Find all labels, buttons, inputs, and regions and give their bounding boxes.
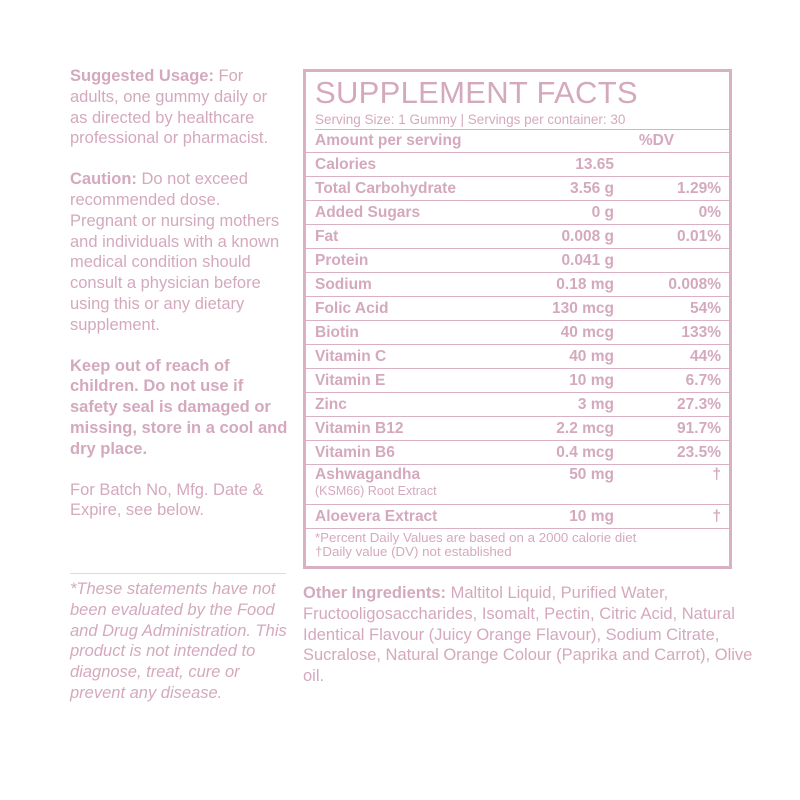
nutrient-name bbox=[306, 204, 516, 222]
nutrient-dv: 54% bbox=[689, 299, 721, 317]
nutrient-dv: 133% bbox=[681, 323, 721, 341]
nutrient-amount: 10 mg bbox=[569, 507, 614, 525]
nutrient-name bbox=[306, 508, 516, 526]
nutrient-name-text: Zinc bbox=[315, 395, 347, 413]
batch-note: For Batch No, Mfg. Date & Expire, see below. bbox=[70, 480, 264, 520]
suggested-usage bbox=[70, 66, 288, 149]
amount-header: Amount per serving bbox=[315, 132, 462, 149]
nutrient-dv: 44% bbox=[689, 347, 721, 365]
suggested-usage-text: For adults, one gummy daily or as directed by healthcare professional or pharmacist. bbox=[70, 67, 269, 148]
table-row bbox=[306, 393, 729, 417]
nutrient-name bbox=[306, 444, 516, 462]
table-row bbox=[306, 321, 729, 345]
nutrient-dv: 91.7% bbox=[677, 419, 721, 437]
caution-text: Do not exceed recommended dose. Pregnant or nursing mothers and individuals with a known medical condition should consult a physician before using this or any dietary supplement. bbox=[70, 170, 280, 334]
nutrient-name-text: Total Carbohydrate bbox=[315, 179, 456, 197]
nutrient-amount: 40 mcg bbox=[560, 323, 614, 341]
table-row bbox=[306, 273, 729, 297]
facts-title: SUPPLEMENT FACTS bbox=[315, 75, 638, 110]
table-row bbox=[306, 441, 729, 465]
nutrient-name bbox=[306, 324, 516, 342]
nutrient-amount: 0.18 mg bbox=[556, 275, 614, 293]
nutrient-name bbox=[306, 420, 516, 438]
nutrient-name-text: Fat bbox=[315, 227, 339, 245]
nutrient-amount: 0.041 g bbox=[561, 251, 614, 269]
nutrient-name-text: Folic Acid bbox=[315, 299, 389, 317]
table-row bbox=[306, 369, 729, 393]
serving-info: Serving Size: 1 Gummy | Servings per container: 30 bbox=[315, 111, 729, 130]
nutrient-name bbox=[306, 156, 516, 174]
other-ingredients bbox=[303, 583, 753, 687]
nutrient-name bbox=[306, 252, 516, 270]
left-divider bbox=[70, 573, 286, 574]
nutrient-amount: 50 mg bbox=[569, 466, 614, 483]
other-ingredients-label: Other Ingredients: bbox=[303, 584, 447, 602]
caution-label: Caution: bbox=[70, 170, 137, 189]
nutrient-amount: 0.008 g bbox=[561, 227, 614, 245]
nutrient-dv: 6.7% bbox=[685, 371, 721, 389]
other-ingredients-text: Maltitol Liquid, Purified Water, Fructooligosaccharides, Isomalt, Pectin, Citric Acid, Natural Identical Flavour (Juicy Orange Flavour), Sodium Citrate, Sucralose, Natural Orange Colour (Paprika and Carrot), Olive oil. bbox=[303, 584, 753, 686]
nutrient-name bbox=[306, 372, 516, 390]
table-row bbox=[306, 345, 729, 369]
nutrient-amount: 40 mg bbox=[569, 347, 614, 365]
footnote-dv: *Percent Daily Values are based on a 2000 calorie diet bbox=[315, 530, 637, 545]
table-row bbox=[306, 297, 729, 321]
caution bbox=[70, 169, 288, 335]
nutrient-name-text: Aloevera Extract bbox=[315, 507, 438, 525]
nutrient-dv: 0% bbox=[698, 203, 721, 221]
nutrient-dv: † bbox=[712, 507, 721, 525]
nutrient-name-text: Vitamin B12 bbox=[315, 419, 404, 437]
nutrient-amount: 0.4 mcg bbox=[556, 443, 614, 461]
safety-warning: Keep out of reach of children. Do not use if safety seal is damaged or missing, store in a cool and dry place. bbox=[70, 356, 288, 458]
nutrient-name-text: Vitamin C bbox=[315, 347, 387, 365]
table-row bbox=[306, 249, 729, 273]
facts-footnotes bbox=[306, 529, 729, 559]
nutrient-amount: 3 mg bbox=[577, 395, 614, 413]
nutrient-dv: 0.008% bbox=[668, 275, 721, 293]
supplement-facts-panel bbox=[303, 69, 732, 569]
nutrient-name bbox=[306, 396, 516, 414]
table-row bbox=[306, 177, 729, 201]
table-row bbox=[306, 153, 729, 177]
nutrient-name-text: Vitamin B6 bbox=[315, 443, 395, 461]
nutrient-dv: 27.3% bbox=[677, 395, 721, 413]
nutrient-amount: 10 mg bbox=[569, 371, 614, 389]
nutrient-name bbox=[306, 348, 516, 366]
nutrient-subtitle: (KSM66) Root Extract bbox=[315, 484, 437, 498]
table-row bbox=[306, 201, 729, 225]
nutrient-dv: † bbox=[712, 466, 721, 483]
facts-header bbox=[306, 130, 729, 153]
nutrient-name-text: Ashwagandha bbox=[315, 466, 421, 483]
nutrient-dv: 23.5% bbox=[677, 443, 721, 461]
footnote-dagger: †Daily value (DV) not established bbox=[315, 544, 512, 559]
nutrient-amount: 3.56 g bbox=[570, 179, 614, 197]
nutrient-dv: 0.01% bbox=[677, 227, 721, 245]
nutrient-dv: 1.29% bbox=[677, 179, 721, 197]
nutrient-amount: 13.65 bbox=[575, 155, 614, 173]
nutrient-name-text: Biotin bbox=[315, 323, 359, 341]
nutrient-name-text: Calories bbox=[315, 155, 377, 173]
left-column bbox=[70, 66, 288, 541]
nutrient-name bbox=[306, 300, 516, 318]
nutrient-name bbox=[306, 228, 516, 246]
table-row bbox=[306, 225, 729, 249]
table-row bbox=[306, 505, 729, 529]
nutrient-amount: 2.2 mcg bbox=[556, 419, 614, 437]
nutrient-name bbox=[306, 180, 516, 198]
fda-disclaimer: *These statements have not been evaluated by the Food and Drug Administration. This product is not intended to diagnose, treat, cure or prevent any disease. bbox=[70, 580, 287, 702]
nutrient-name bbox=[306, 276, 516, 294]
nutrient-amount: 130 mcg bbox=[551, 299, 614, 317]
nutrient-name-text: Vitamin E bbox=[315, 371, 386, 389]
nutrient-name-text: Protein bbox=[315, 251, 369, 269]
facts-rows bbox=[306, 153, 729, 529]
nutrient-name-text: Added Sugars bbox=[315, 203, 421, 221]
table-row bbox=[306, 417, 729, 441]
nutrient-name bbox=[306, 466, 516, 498]
suggested-usage-label: Suggested Usage: bbox=[70, 67, 214, 85]
nutrient-amount: 0 g bbox=[591, 203, 614, 221]
dv-header: %DV bbox=[638, 132, 675, 149]
nutrient-name-text: Sodium bbox=[315, 275, 372, 293]
table-row bbox=[306, 465, 729, 505]
